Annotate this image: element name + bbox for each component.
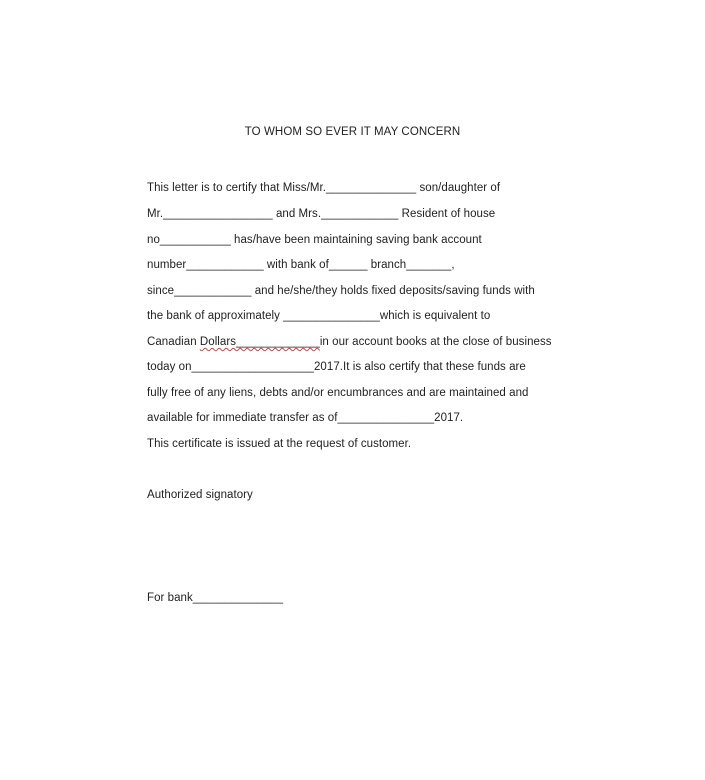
letter-line-6: the bank of approximately _______________which is equivalent to [147, 310, 491, 322]
canadian-text: Canadian [147, 336, 200, 348]
letter-line-5: since____________ and he/she/they holds fixed deposits/saving funds with [147, 285, 535, 297]
letter-line-10: available for immediate transfer as of_______________2017. [147, 412, 464, 424]
authorized-signatory: Authorized signatory [147, 489, 253, 501]
account-books-text: in our account books at the close of business [319, 336, 552, 348]
letter-line-7 [147, 336, 552, 348]
dollars-spellcheck-text: Dollars_____________ [199, 336, 320, 348]
for-bank-line: For bank______________ [147, 592, 284, 604]
letter-line-9: fully free of any liens, debts and/or encumbrances and are maintained and [147, 387, 529, 399]
letter-line-11: This certificate is issued at the request of customer. [147, 438, 412, 450]
letter-title: TO WHOM SO EVER IT MAY CONCERN [244, 126, 461, 138]
letter-line-3: no___________ has/have been maintaining saving bank account [147, 234, 482, 246]
letter-line-4: number____________ with bank of______ branch_______, [147, 259, 455, 271]
letter-line-2: Mr._________________ and Mrs.____________ Resident of house [147, 208, 496, 220]
letter-line-1: This letter is to certify that Miss/Mr.______________ son/daughter of [147, 182, 501, 194]
letter-line-8: today on___________________2017.It is also certify that these funds are [147, 361, 526, 373]
